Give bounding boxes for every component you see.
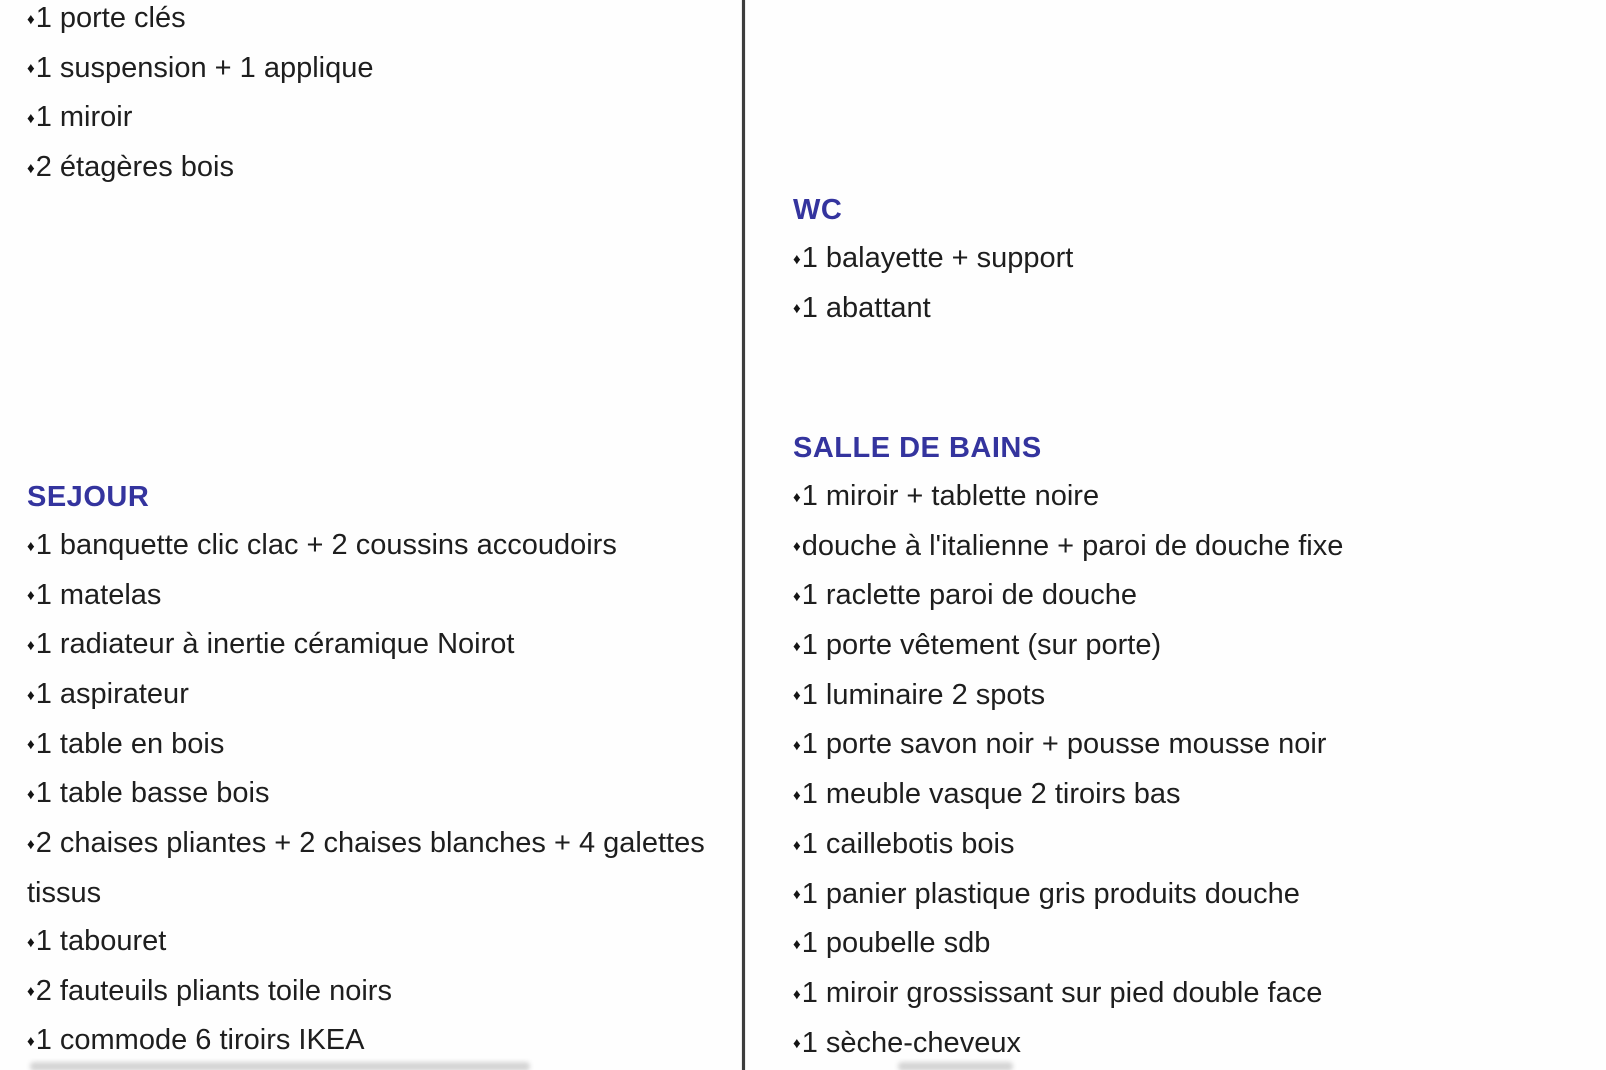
list-item-label: 1 miroir grossissant sur pied double face — [801, 976, 1323, 1009]
list-item-label: 1 banquette clic clac + 2 coussins accoudoirs — [35, 529, 617, 561]
list-item-label: 1 sèche-cheveux — [801, 1026, 1021, 1059]
list-item — [27, 620, 727, 670]
diamond-bullet-icon: ♦ — [27, 110, 35, 128]
sejour-item-list — [27, 521, 727, 1066]
diamond-bullet-icon: ♦ — [793, 250, 801, 268]
list-item — [793, 820, 1583, 870]
diamond-bullet-icon: ♦ — [27, 537, 35, 555]
list-item-label: 1 meuble vasque 2 tiroirs bas — [801, 778, 1181, 811]
diamond-bullet-icon: ♦ — [793, 687, 801, 705]
list-item-label: 2 chaises pliantes + 2 chaises blanches + 4 galettes tissus — [27, 827, 705, 909]
diamond-bullet-icon: ♦ — [27, 786, 35, 804]
diamond-bullet-icon: ♦ — [27, 835, 35, 853]
list-item — [27, 143, 727, 193]
list-item-label: 2 étagères bois — [35, 151, 235, 184]
list-item-label: 1 suspension + 1 applique — [35, 51, 374, 84]
list-item-label: 1 tabouret — [35, 924, 167, 957]
left-intro-item-list — [27, 0, 727, 193]
list-item — [793, 472, 1583, 522]
salle-de-bains-item-list — [793, 472, 1583, 1068]
section-title-sejour: SEJOUR — [27, 481, 150, 513]
diamond-bullet-icon: ♦ — [793, 588, 801, 606]
list-item — [793, 522, 1583, 572]
list-item-label: 1 porte clés — [35, 2, 186, 34]
list-item — [27, 720, 727, 770]
list-item — [27, 44, 727, 94]
list-item-label: 1 abattant — [801, 291, 931, 324]
list-item-label: 1 table basse bois — [35, 777, 270, 810]
diamond-bullet-icon: ♦ — [793, 1035, 801, 1053]
diamond-bullet-icon: ♦ — [27, 637, 35, 655]
cutoff-text-fragment-right — [898, 1062, 1013, 1070]
list-item-label: 1 radiateur à inertie céramique Noirot — [35, 628, 515, 661]
section-salle-de-bains — [793, 424, 1583, 1068]
list-item — [27, 521, 727, 571]
list-item-label: 1 matelas — [35, 578, 162, 611]
list-item — [793, 284, 1583, 334]
section-wc — [793, 186, 1583, 333]
diamond-bullet-icon: ♦ — [27, 1032, 35, 1050]
list-item-label: 1 porte vêtement (sur porte) — [801, 629, 1162, 662]
column-divider-line — [742, 0, 745, 1070]
diamond-bullet-icon: ♦ — [793, 300, 801, 318]
diamond-bullet-icon: ♦ — [793, 488, 801, 506]
list-item — [793, 720, 1583, 770]
diamond-bullet-icon: ♦ — [27, 60, 35, 78]
section-title-wc: WC — [793, 194, 843, 226]
diamond-bullet-icon: ♦ — [793, 538, 801, 556]
diamond-bullet-icon: ♦ — [793, 737, 801, 755]
diamond-bullet-icon: ♦ — [27, 10, 35, 28]
diamond-bullet-icon: ♦ — [27, 933, 35, 951]
list-item — [27, 819, 727, 917]
list-item — [793, 1019, 1583, 1069]
list-item — [793, 969, 1583, 1019]
list-item-label: 1 table en bois — [35, 727, 225, 760]
diamond-bullet-icon: ♦ — [27, 983, 35, 1001]
list-item-label: 1 miroir — [35, 101, 133, 134]
list-item-label: 1 caillebotis bois — [801, 827, 1015, 860]
list-item — [793, 671, 1583, 721]
list-item-label: 1 porte savon noir + pousse mousse noir — [801, 728, 1327, 761]
list-item-label: 1 raclette paroi de douche — [801, 579, 1138, 612]
list-item-label: 2 fauteuils pliants toile noirs — [35, 974, 392, 1007]
list-item-label: 1 commode 6 tiroirs IKEA — [35, 1024, 365, 1057]
diamond-bullet-icon: ♦ — [793, 786, 801, 804]
section-sejour — [27, 473, 727, 1066]
list-item-label: 1 panier plastique gris produits douche — [801, 877, 1300, 910]
diamond-bullet-icon: ♦ — [793, 935, 801, 953]
list-item — [793, 770, 1583, 820]
list-item-label: 1 balayette + support — [801, 242, 1074, 274]
list-item — [793, 621, 1583, 671]
list-item-label: douche à l'italienne + paroi de douche fixe — [801, 529, 1344, 562]
diamond-bullet-icon: ♦ — [793, 886, 801, 904]
list-item — [27, 571, 727, 621]
list-item-label: 1 aspirateur — [35, 678, 189, 711]
diamond-bullet-icon: ♦ — [27, 736, 35, 754]
diamond-bullet-icon: ♦ — [793, 985, 801, 1003]
diamond-bullet-icon: ♦ — [793, 637, 801, 655]
list-item — [27, 967, 727, 1017]
list-item — [27, 1016, 727, 1066]
list-item — [27, 0, 727, 44]
list-item — [793, 234, 1583, 284]
list-item — [793, 571, 1583, 621]
list-item — [27, 93, 727, 143]
diamond-bullet-icon: ♦ — [27, 686, 35, 704]
list-item — [793, 919, 1583, 969]
list-item — [27, 769, 727, 819]
list-item-label: 1 luminaire 2 spots — [801, 678, 1046, 711]
cutoff-text-fragment-left — [30, 1062, 530, 1070]
diamond-bullet-icon: ♦ — [27, 587, 35, 605]
list-item — [793, 870, 1583, 920]
diamond-bullet-icon: ♦ — [793, 836, 801, 854]
list-item-label: 1 poubelle sdb — [801, 927, 991, 960]
list-item — [27, 670, 727, 720]
list-item — [27, 917, 727, 967]
wc-item-list — [793, 234, 1583, 333]
list-item-label: 1 miroir + tablette noire — [801, 480, 1100, 512]
diamond-bullet-icon: ♦ — [27, 159, 35, 177]
section-title-salle-de-bains: SALLE DE BAINS — [793, 432, 1042, 464]
